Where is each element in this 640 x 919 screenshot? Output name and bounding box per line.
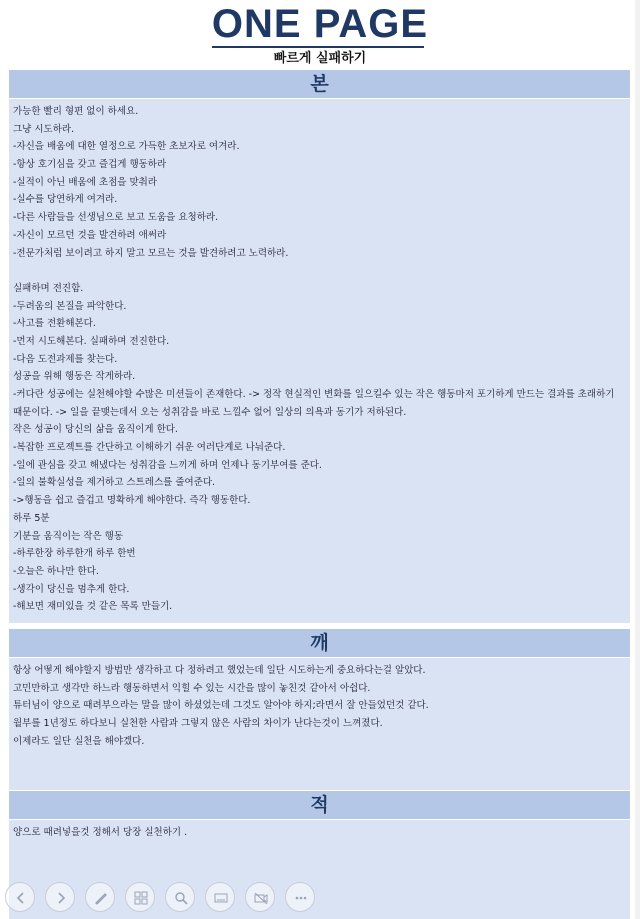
body-line: 하루 5분 [13,512,50,524]
body-line: 때문이다. -> 일을 끝맺는데서 오는 성취감을 바로 느낄수 없어 일상의 의욕과 동기가 저하된다. [13,406,407,418]
body-line: -커다란 성공에는 실천해야할 수많은 미션들이 존재한다. -> 정작 현실적인 변화를 일으킬수 있는 작은 행동마저 포기하게 만드는 결과를 초래하기 [13,389,615,400]
section-body-bon [9,99,630,623]
body-line: -일의 불확실성을 제거하고 스트레스를 줄여준다. [13,477,216,489]
section-heading-jeok: 적 [9,791,630,819]
play-icon[interactable] [45,882,75,912]
body-line: 작은 성공이 당신의 삶을 움직이게 한다. [13,424,178,436]
body-line: 이제라도 일단 실천을 해야겠다. [13,735,145,747]
section-body-kkae [9,658,630,790]
prev-icon[interactable] [5,882,35,912]
body-line-blank [13,262,626,280]
body-line: -해보면 재미있을 것 같은 목록 만들기. [13,601,173,613]
more-icon[interactable] [285,882,315,912]
body-line: 항상 어떻게 해야할지 방법만 생각하고 다 정하려고 했었는데 일단 시도하는게 중요하다는걸 알았다. [13,665,426,676]
title-underline [212,46,424,48]
body-line: 성공을 위해 행동은 작게하라. [13,371,136,383]
body-line: ->행동을 쉽고 즐겁고 명확하게 해야한다. 즉각 행동한다. [13,495,251,507]
body-line: -일에 관심을 갖고 해냈다는 성취감을 느끼게 하며 언제나 동기부여를 준다. [13,459,322,471]
body-line: -복잡한 프로젝트를 간단하고 이해하기 쉬운 여러단계로 나눠준다. [13,442,286,454]
body-line: -자신이 모르던 것을 발견하려 애써라 [13,229,167,241]
body-line: 실패하며 전진함. [13,282,84,294]
body-line: 월부를 1년정도 하다보니 실천한 사람과 그렇지 않은 사람의 차이가 난다는것이 느껴졌다. [13,718,383,730]
vertical-scrollbar[interactable] [635,0,640,919]
body-line: 기분을 움직이는 작은 행동 [13,530,124,542]
slides-icon[interactable] [125,882,155,912]
body-line: -실적이 아닌 배움에 초점을 맞춰라 [13,176,157,188]
subtitles-icon[interactable] [205,882,235,912]
body-line: 튜터님이 양으로 때려부으라는 말을 많이 하셨었는데 그것도 알아야 하지;라면서 잘 안들었던것 같다. [13,700,429,712]
section-heading-bon: 본 [9,70,630,98]
camera-off-icon[interactable] [245,882,275,912]
body-line: 그냥 시도하라. [13,123,75,135]
body-line: -두려움의 본질을 파악한다. [13,300,127,312]
body-line: -실수를 당연하게 여겨라. [13,194,118,206]
body-line: -전문가처럼 보이려고 하지 말고 모르는 것을 발견하려고 노력하라. [13,247,289,259]
page-header [0,0,640,70]
body-line: -먼저 시도해본다. 실패하며 전진한다. [13,335,170,347]
body-line: 고민만하고 생각만 하느라 행동하면서 익힐 수 있는 시간을 많이 놓친것 같아서 아쉽다. [13,682,371,694]
page-subtitle: 빠르게 실패하기 [273,51,367,66]
section-heading-kkae: 깨 [9,629,630,657]
body-line: 가능한 빨리 형편 없이 하세요. [13,106,139,117]
page-title: ONE PAGE [211,2,429,46]
body-line: -생각이 당신을 멈추게 한다. [13,583,130,595]
body-line: -하루한장 하루한개 하루 한번 [13,548,136,560]
body-line: -항상 호기심을 갖고 즐겁게 행동하라 [13,159,167,171]
body-line: -자신을 배움에 대한 열정으로 가득한 초보자로 여겨라. [13,141,240,153]
body-line: -다른 사람들을 선생님으로 보고 도움을 요청하라. [13,212,219,224]
zoom-icon[interactable] [165,882,195,912]
pen-icon[interactable] [85,882,115,912]
body-line: 양으로 때려넣을것 정해서 당장 실천하기 . [13,827,188,838]
body-line: -사고를 전환해본다. [13,318,96,330]
body-line: -오늘은 하나만 한다. [13,565,99,577]
body-line: -다음 도전과제를 찾는다. [13,353,118,365]
